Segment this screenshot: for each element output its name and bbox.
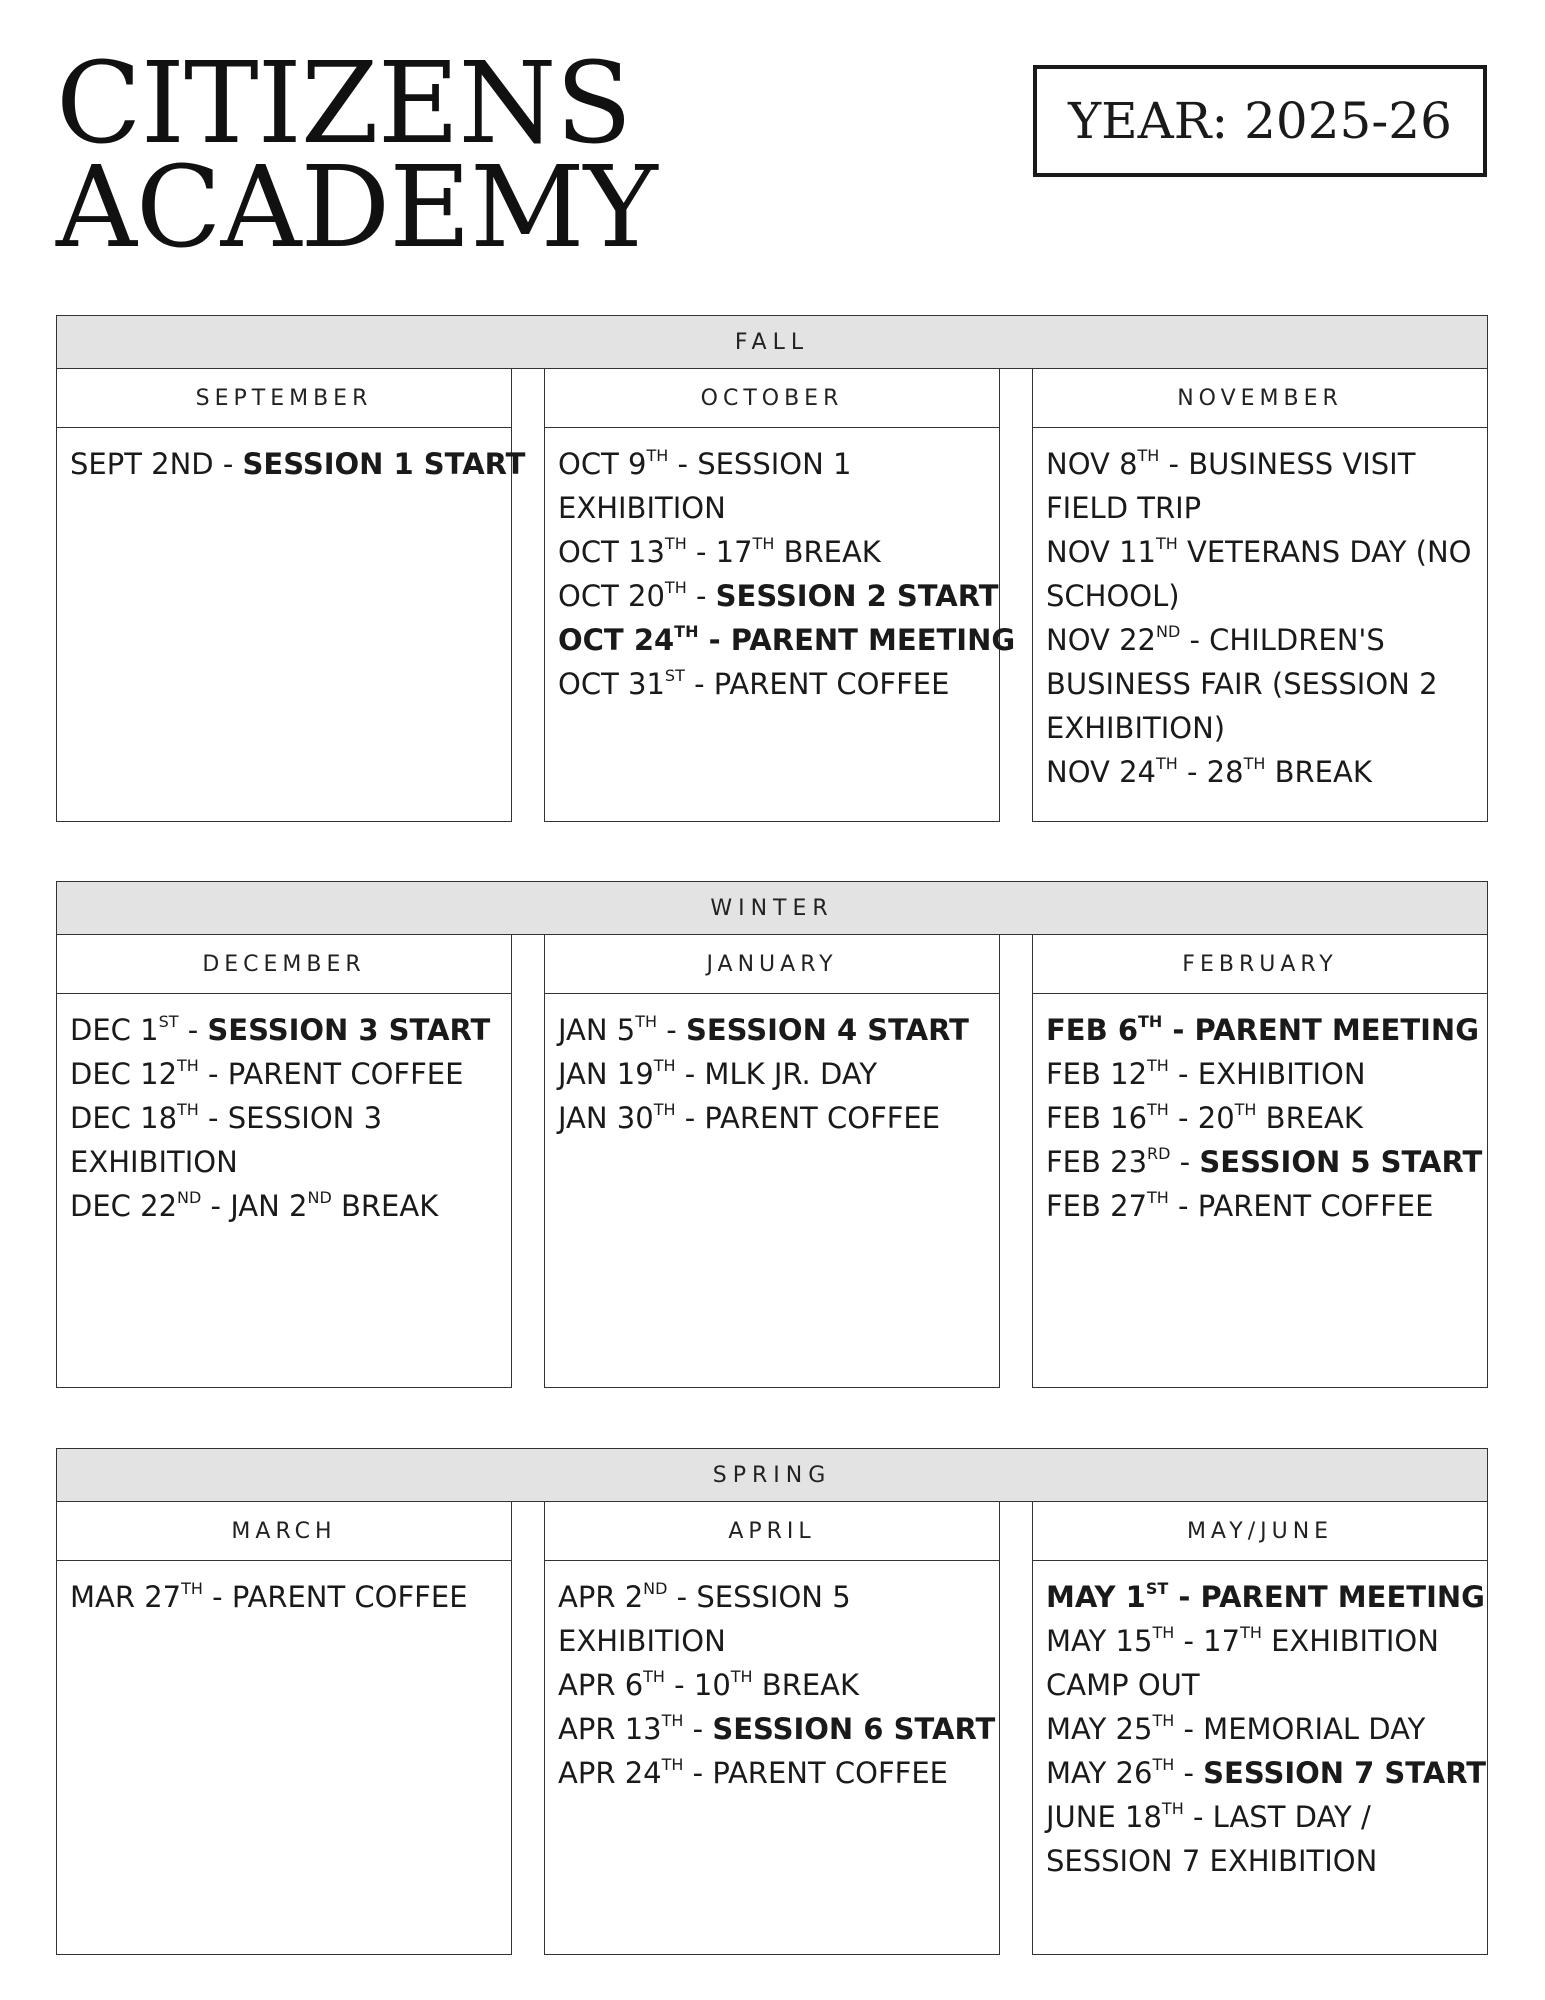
event-description: CHILDREN'S BUSINESS FAIR (SESSION 2 EXHIBITION) bbox=[1046, 623, 1438, 745]
event-separator: - bbox=[698, 623, 731, 657]
month-box-may-june bbox=[1032, 1502, 1488, 1955]
event-separator: - bbox=[686, 579, 716, 613]
event-date: DEC 1 bbox=[70, 1013, 159, 1047]
event-date-suffix: ND bbox=[643, 1579, 668, 1598]
event-description: BUSINESS VISIT FIELD TRIP bbox=[1046, 447, 1416, 525]
event-item bbox=[70, 1052, 503, 1096]
month-header: APRIL bbox=[545, 1502, 999, 1561]
month-header: JANUARY bbox=[545, 935, 999, 994]
month-box-december bbox=[56, 935, 512, 1388]
event-description: SESSION 7 START bbox=[1203, 1756, 1487, 1790]
event-description: BREAK bbox=[1256, 1101, 1363, 1135]
event-date-suffix: TH bbox=[646, 446, 669, 465]
event-description: PARENT MEETING bbox=[1194, 1013, 1479, 1047]
event-separator: - bbox=[1183, 1800, 1213, 1834]
event-item bbox=[1046, 1184, 1479, 1228]
event-separator: - bbox=[1162, 1013, 1195, 1047]
month-header: NOVEMBER bbox=[1033, 369, 1487, 428]
event-item bbox=[1046, 618, 1479, 750]
event-item bbox=[558, 1052, 991, 1096]
event-item bbox=[1046, 750, 1479, 794]
event-item bbox=[558, 1707, 996, 1751]
event-date-end-suffix: TH bbox=[1234, 1100, 1257, 1119]
month-box-march bbox=[56, 1502, 512, 1955]
event-item bbox=[558, 1008, 991, 1052]
month-header: OCTOBER bbox=[545, 369, 999, 428]
event-date: OCT 9 bbox=[558, 447, 647, 481]
month-header: SEPTEMBER bbox=[57, 369, 511, 428]
event-item bbox=[558, 1575, 991, 1663]
event-date: NOV 22 bbox=[1046, 623, 1156, 657]
event-date-suffix: TH bbox=[1147, 1056, 1169, 1075]
event-date-suffix: TH bbox=[661, 1755, 684, 1774]
event-separator: - bbox=[668, 447, 698, 481]
event-item bbox=[1046, 1052, 1479, 1096]
event-date-end-suffix: TH bbox=[730, 1667, 753, 1686]
event-description: SESSION 5 START bbox=[1199, 1145, 1483, 1179]
event-date: APR 24 bbox=[558, 1756, 662, 1790]
event-item bbox=[558, 530, 991, 574]
event-date-end-suffix: ND bbox=[307, 1188, 332, 1207]
event-description: BREAK bbox=[1265, 755, 1372, 789]
event-date-suffix: ST bbox=[1145, 1579, 1169, 1598]
month-box-september bbox=[56, 369, 526, 822]
month-header: FEBRUARY bbox=[1033, 935, 1487, 994]
event-item bbox=[70, 1575, 503, 1619]
event-date-end: - JAN 2 bbox=[201, 1189, 308, 1223]
event-list bbox=[545, 428, 1016, 706]
event-separator: - bbox=[675, 1101, 705, 1135]
title-line-1: CITIZENS bbox=[56, 39, 632, 169]
event-date-suffix: ST bbox=[664, 666, 685, 685]
event-description: SESSION 1 START bbox=[242, 447, 526, 481]
event-item bbox=[558, 618, 1016, 662]
event-date: FEB 12 bbox=[1046, 1057, 1148, 1091]
event-date: FEB 16 bbox=[1046, 1101, 1148, 1135]
event-date: NOV 24 bbox=[1046, 755, 1156, 789]
month-box-january bbox=[544, 935, 1000, 1388]
year-badge: YEAR: 2025-26 bbox=[1033, 65, 1487, 177]
event-list bbox=[57, 428, 526, 486]
event-item bbox=[70, 1184, 503, 1228]
event-date-end: - 20 bbox=[1168, 1101, 1235, 1135]
event-date-suffix: TH bbox=[1138, 1012, 1163, 1031]
season-winter bbox=[56, 881, 1488, 1388]
event-description: PARENT MEETING bbox=[1200, 1580, 1485, 1614]
event-date-suffix: TH bbox=[661, 1711, 684, 1730]
event-item bbox=[1046, 530, 1479, 618]
event-date-suffix: TH bbox=[1152, 1623, 1175, 1642]
event-date-suffix: TH bbox=[635, 1012, 658, 1031]
event-date: MAR 27 bbox=[70, 1580, 182, 1614]
event-date: FEB 23 bbox=[1046, 1145, 1148, 1179]
event-date: JUNE 18 bbox=[1046, 1800, 1162, 1834]
month-box-april bbox=[544, 1502, 1000, 1955]
event-description: SESSION 3 EXHIBITION bbox=[70, 1101, 383, 1179]
event-date: MAY 15 bbox=[1046, 1624, 1153, 1658]
event-list bbox=[545, 994, 999, 1140]
event-item bbox=[70, 442, 526, 486]
event-separator: - bbox=[667, 1580, 697, 1614]
event-date-suffix: TH bbox=[1152, 1755, 1175, 1774]
event-date-end: - 17 bbox=[686, 535, 753, 569]
event-description: VETERANS DAY (NO SCHOOL) bbox=[1046, 535, 1472, 613]
event-date: MAY 1 bbox=[1046, 1580, 1146, 1614]
event-date-suffix: TH bbox=[1152, 1711, 1175, 1730]
title-line-2: ACADEMY bbox=[56, 143, 657, 273]
event-date: JAN 5 bbox=[558, 1013, 636, 1047]
event-date-suffix: TH bbox=[664, 578, 687, 597]
event-date-suffix: TH bbox=[1155, 534, 1178, 553]
event-date: MAY 26 bbox=[1046, 1756, 1153, 1790]
event-item bbox=[1046, 1751, 1487, 1795]
event-separator: - bbox=[1174, 1756, 1204, 1790]
event-item bbox=[558, 1096, 991, 1140]
season-header: FALL bbox=[56, 315, 1488, 369]
event-list bbox=[1033, 994, 1487, 1228]
event-item bbox=[1046, 1008, 1479, 1052]
event-separator: - bbox=[178, 1013, 208, 1047]
event-separator: - bbox=[1159, 447, 1189, 481]
event-date-suffix: TH bbox=[1137, 446, 1160, 465]
event-separator: - bbox=[198, 1057, 228, 1091]
event-description: SESSION 6 START bbox=[712, 1712, 996, 1746]
event-description: SESSION 5 EXHIBITION bbox=[558, 1580, 851, 1658]
month-box-february bbox=[1032, 935, 1488, 1388]
event-date-suffix: TH bbox=[177, 1100, 199, 1119]
event-date-suffix: TH bbox=[177, 1056, 199, 1075]
event-date: OCT 24 bbox=[558, 623, 675, 657]
event-date-suffix: TH bbox=[1147, 1100, 1169, 1119]
event-item bbox=[1046, 1096, 1479, 1140]
event-list bbox=[1033, 1561, 1487, 1883]
event-date: OCT 31 bbox=[558, 667, 665, 701]
event-date-suffix: TH bbox=[674, 622, 699, 641]
event-item bbox=[558, 1751, 991, 1795]
event-description: BREAK bbox=[752, 1668, 860, 1702]
event-date-end: - 10 bbox=[664, 1668, 731, 1702]
month-box-october bbox=[544, 369, 1016, 822]
event-description: PARENT COFFEE bbox=[1197, 1189, 1434, 1223]
event-item bbox=[1046, 1619, 1479, 1707]
page-title bbox=[56, 39, 657, 273]
event-separator: - bbox=[684, 667, 714, 701]
event-date: FEB 27 bbox=[1046, 1189, 1148, 1223]
event-item bbox=[1046, 1795, 1479, 1883]
event-date: OCT 13 bbox=[558, 535, 665, 569]
event-description: MEMORIAL DAY bbox=[1203, 1712, 1426, 1746]
event-description: SESSION 1 EXHIBITION bbox=[558, 447, 852, 525]
event-date: NOV 11 bbox=[1046, 535, 1156, 569]
event-description: PARENT MEETING bbox=[730, 623, 1016, 657]
event-description: PARENT COFFEE bbox=[227, 1057, 464, 1091]
event-description: SESSION 2 START bbox=[715, 579, 999, 613]
event-date-suffix: TH bbox=[1147, 1188, 1169, 1207]
month-header: MAY/JUNE bbox=[1033, 1502, 1487, 1561]
event-date: OCT 20 bbox=[558, 579, 665, 613]
event-list bbox=[57, 994, 511, 1228]
event-item bbox=[558, 442, 991, 530]
event-date: DEC 18 bbox=[70, 1101, 178, 1135]
event-date-end-suffix: TH bbox=[1240, 1623, 1262, 1642]
event-description: EXHIBITION CAMP OUT bbox=[1046, 1624, 1439, 1702]
event-date: APR 13 bbox=[558, 1712, 662, 1746]
event-description: MLK JR. DAY bbox=[704, 1057, 878, 1091]
season-header: SPRING bbox=[56, 1448, 1488, 1502]
event-separator: - bbox=[1174, 1712, 1204, 1746]
event-date-suffix: ST bbox=[158, 1012, 179, 1031]
event-item bbox=[1046, 1707, 1479, 1751]
event-date-end-suffix: TH bbox=[752, 534, 775, 553]
event-date-suffix: ND bbox=[1155, 622, 1181, 641]
event-separator: - bbox=[213, 447, 243, 481]
event-description: SESSION 3 START bbox=[207, 1013, 491, 1047]
event-date: MAY 25 bbox=[1046, 1712, 1153, 1746]
event-date: APR 2 bbox=[558, 1580, 644, 1614]
event-description: PARENT COFFEE bbox=[704, 1101, 941, 1135]
event-date-end: - 17 bbox=[1174, 1624, 1241, 1658]
event-description: EXHIBITION bbox=[1197, 1057, 1366, 1091]
event-date: APR 6 bbox=[558, 1668, 644, 1702]
event-date-suffix: ND bbox=[177, 1188, 202, 1207]
event-date-end-suffix: TH bbox=[1243, 754, 1266, 773]
season-spring bbox=[56, 1448, 1488, 1955]
event-date: JAN 19 bbox=[558, 1057, 654, 1091]
season-fall bbox=[56, 315, 1488, 822]
event-description: BREAK bbox=[331, 1189, 439, 1223]
event-date-end: - 28 bbox=[1177, 755, 1244, 789]
event-date-suffix: TH bbox=[1155, 754, 1178, 773]
event-date-suffix: TH bbox=[664, 534, 687, 553]
event-separator: - bbox=[1168, 1189, 1198, 1223]
month-box-november bbox=[1032, 369, 1488, 822]
month-header: MARCH bbox=[57, 1502, 511, 1561]
event-separator: - bbox=[1168, 1580, 1201, 1614]
event-separator: - bbox=[1170, 1145, 1200, 1179]
event-date: NOV 8 bbox=[1046, 447, 1138, 481]
event-separator: - bbox=[1168, 1057, 1198, 1091]
event-item bbox=[1046, 1140, 1483, 1184]
event-separator: - bbox=[1180, 623, 1210, 657]
event-date-suffix: RD bbox=[1147, 1144, 1171, 1163]
event-description: PARENT COFFEE bbox=[231, 1580, 468, 1614]
event-item bbox=[70, 1008, 503, 1052]
event-list bbox=[1033, 428, 1487, 794]
event-date: DEC 12 bbox=[70, 1057, 178, 1091]
event-separator: - bbox=[675, 1057, 705, 1091]
event-date-suffix: TH bbox=[653, 1100, 676, 1119]
event-date-suffix: TH bbox=[181, 1579, 203, 1598]
event-item bbox=[558, 574, 999, 618]
event-list bbox=[57, 1561, 511, 1619]
event-date: SEPT 2ND bbox=[70, 447, 214, 481]
event-description: SESSION 4 START bbox=[685, 1013, 969, 1047]
event-separator: - bbox=[657, 1013, 686, 1047]
event-date: JAN 30 bbox=[558, 1101, 654, 1135]
event-separator: - bbox=[683, 1712, 713, 1746]
event-date-suffix: TH bbox=[653, 1056, 676, 1075]
event-separator: - bbox=[683, 1756, 713, 1790]
event-separator: - bbox=[198, 1101, 228, 1135]
event-description: PARENT COFFEE bbox=[712, 1756, 948, 1790]
season-header: WINTER bbox=[56, 881, 1488, 935]
event-description: LAST DAY / SESSION 7 EXHIBITION bbox=[1046, 1800, 1378, 1878]
event-item bbox=[558, 662, 991, 706]
event-description: BREAK bbox=[774, 535, 881, 569]
month-header: DECEMBER bbox=[57, 935, 511, 994]
event-date: DEC 22 bbox=[70, 1189, 178, 1223]
event-item bbox=[558, 1663, 991, 1707]
event-item bbox=[1046, 442, 1479, 530]
event-description: PARENT COFFEE bbox=[713, 667, 950, 701]
event-separator: - bbox=[202, 1580, 232, 1614]
event-date-suffix: TH bbox=[643, 1667, 665, 1686]
event-item bbox=[1046, 1575, 1485, 1619]
event-date-suffix: TH bbox=[1161, 1799, 1184, 1818]
event-item bbox=[70, 1096, 503, 1184]
event-date: FEB 6 bbox=[1046, 1013, 1138, 1047]
event-list bbox=[545, 1561, 999, 1795]
